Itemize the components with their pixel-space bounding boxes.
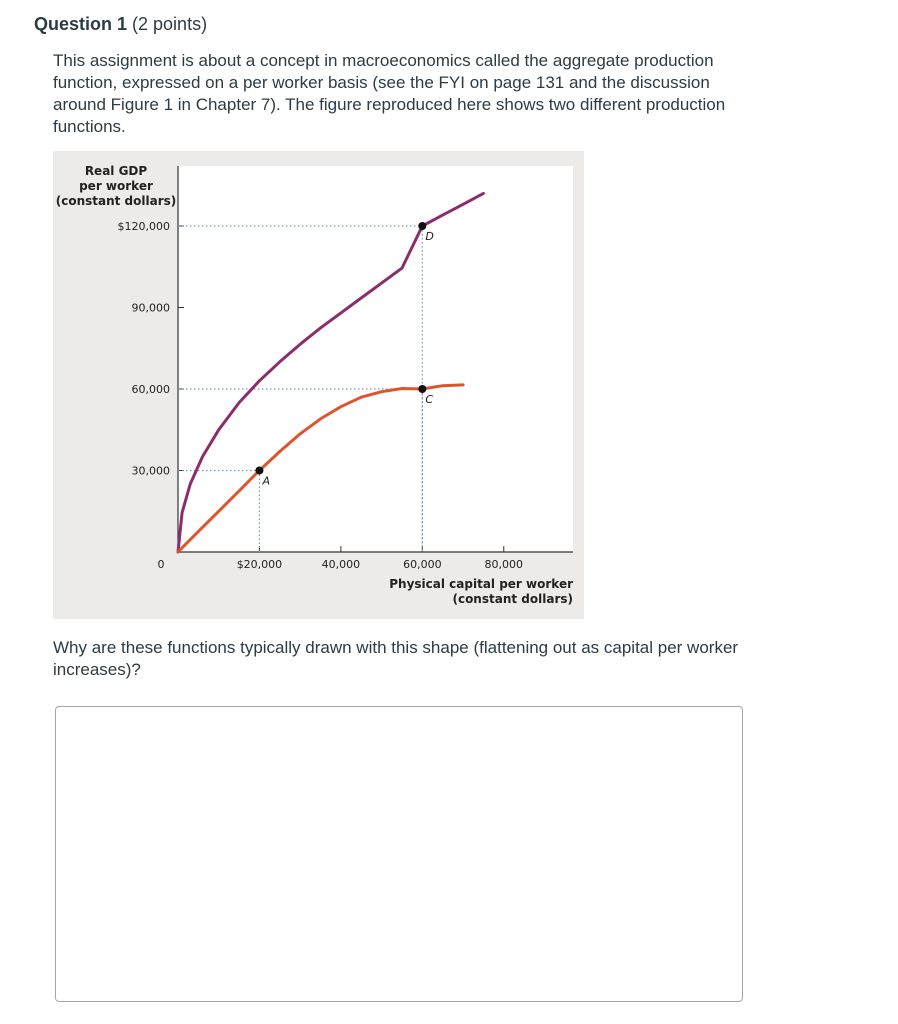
point-label: C [425,393,434,406]
x-axis-label-line: (constant dollars) [452,592,573,606]
y-tick-label: $120,000 [117,220,170,233]
y-tick-label: 0 [157,558,165,571]
question-intro: This assignment is about a concept in macroeconomics called the aggregate production function, expressed on a per worker basis (see the FYI on page 131 and the discussion around Figure 1 in Chapter 7). The figure reproduced here shows two different production functions. [53,51,726,136]
x-tick-label: $20,000 [236,558,283,571]
question-title: Question 1 [34,14,128,34]
answer-textarea[interactable] [55,706,743,1002]
x-tick-label: 80,000 [484,558,524,571]
question-points: (2 points) [132,14,208,34]
production-function-chart [53,151,584,619]
data-point [418,222,426,230]
data-point [418,385,426,393]
production-function-figure [53,151,584,619]
x-axis-label-line: Physical capital per worker [389,577,573,591]
data-point [255,467,263,475]
y-tick-label: 90,000 [131,301,170,315]
x-tick-label: 60,000 [403,558,442,571]
x-tick-label: 40,000 [321,558,361,571]
y-tick-label: 60,000 [131,383,170,396]
y-axis-label-line: Real GDP [84,164,148,178]
y-axis-label-line: (constant dollars) [55,194,177,208]
point-label: D [425,230,434,243]
y-axis-label-line: per worker [79,179,153,193]
question-prompt: Why are these functions typically drawn with this shape (flattening out as capital per worker increases)? [53,638,739,679]
question-header [34,14,207,35]
y-tick-label: 30,000 [131,464,170,478]
point-label: A [262,474,270,488]
